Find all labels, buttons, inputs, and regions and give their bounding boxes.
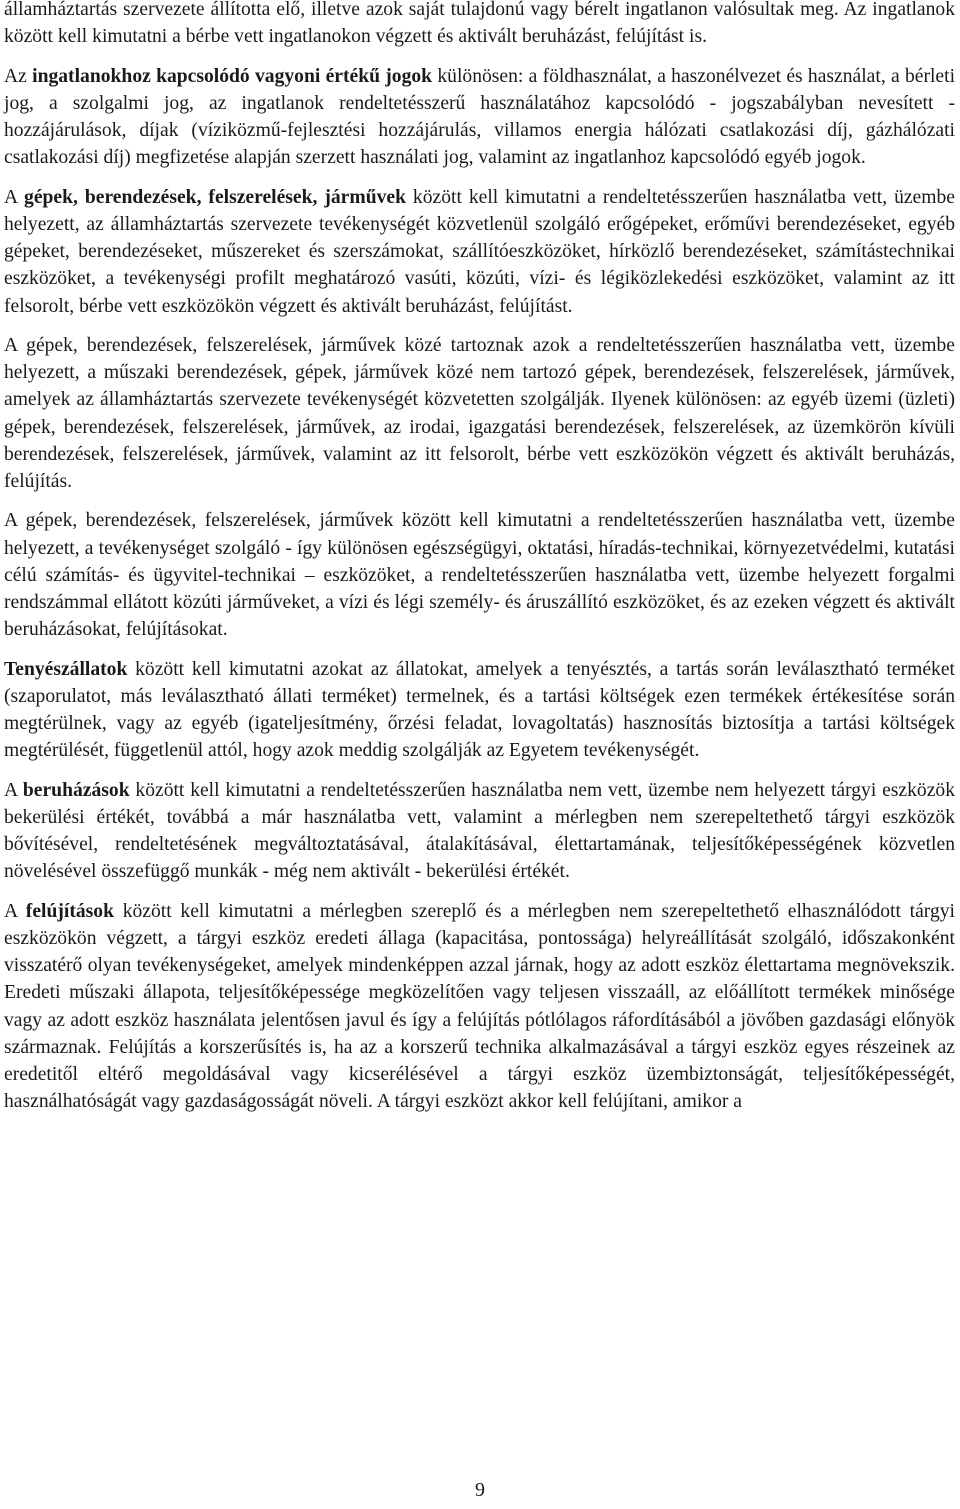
paragraph-gepek-3	[4, 507, 955, 643]
paragraph-bold-term: felújítások	[25, 900, 114, 922]
paragraph-text: államháztartás szervezete állította elő, illetve azok saját tulajdonú vagy bérelt ingatlanon valósultak meg. Az ingatlanok között kell kimutatni a bérbe vett ingatlanokon végzett és aktivált beruházást, felújítást is.	[4, 0, 955, 48]
paragraph-vagyoni-ertekű-jogok	[4, 63, 955, 172]
paragraph-text: között kell kimutatni azokat az állatokat, amelyek a tenyésztés, a tartás során leválasztható terméket (szaporulatot, más leválasztható állati terméket) termelnek, és a tartási költségek ezen termékek értékesítése során megtérülnek, vagy az egyéb (igateljesítmény, őrzési feladat, lovagoltatás) hasznosítás biztosítja a tartási költségek megtérülését, függetlenül attól, hogy azok meddig szolgálják az Egyetem tevékenységét.	[4, 658, 955, 762]
paragraph-bold-term: Tenyészállatok	[4, 658, 128, 680]
paragraph-beruhazasok	[4, 777, 955, 886]
paragraph-text: között kell kimutatni a rendeltetésszerűen használatba nem vett, üzembe nem helyezett tárgyi eszközök bekerülési értékét, továbbá a már használatba vett, valamint a mérlegben nem szerepeltethető tárgyi eszközök bővítésével, rendeltetésének megváltoztatásával, átalakításával, élettartamának, teljesítőképességének közvetlen növelésével összefüggő munkák - még nem aktivált - bekerülési értékét.	[4, 779, 955, 883]
paragraph-lead: A	[4, 779, 23, 801]
paragraph-gepek-1	[4, 184, 955, 320]
paragraph-gepek-2	[4, 332, 955, 496]
paragraph-tenyeszallatok	[4, 656, 955, 765]
paragraph-text: között kell kimutatni a rendeltetésszerűen használatba vett, üzembe helyezett, az államháztartás szervezete tevékenységét közvetlenül szolgáló erőgépeket, erőművi berendezéseket, egyéb gépeket, berendezéseket, műszereket és szerszámokat, szállítóeszközöket, hírközlő berendezéseket, számítástechnikai eszközöket, a tevékenységi profilt meghatározó vasúti, közúti, vízi- és légiközlekedési eszközöket, valamint az itt felsorolt, bérbe vett eszközökön végzett és aktivált beruházást, felújítást.	[4, 186, 955, 317]
paragraph-lead: A	[4, 900, 26, 922]
paragraph-felujitasok	[4, 898, 955, 1116]
paragraph-text: A gépek, berendezések, felszerelések, járművek között kell kimutatni a rendeltetésszerűen használatba vett, üzembe helyezett, a tevékenységet szolgáló - így különösen egészségügyi, oktatási, híradás-technikai, környezetvédelmi, kutatási célú számítás- és ügyvitel-technikai – eszközöket, a rendeltetésszerűen használatba vett, üzembe helyezett forgalmi rendszámmal ellátott közúti járműveket, a vízi és légi személy- és áruszállító eszközöket, és az ezeken végzett és aktivált beruházásokat, felújításokat.	[4, 510, 955, 641]
paragraph-lead: A	[4, 186, 25, 208]
paragraph-text: A gépek, berendezések, felszerelések, járművek közé tartoznak azok a rendeltetésszerűen használatba vett, üzembe helyezett, a műszaki berendezések, gépek, járművek közé nem tartozó gépek, berendezések, felszerelések, járművek, amelyek az államháztartás szervezete tevékenységét közvetetten szolgálják. Ilyenek különösen: az egyéb üzemi (üzleti) gépek, berendezések, felszerelések, járművek, az irodai, igazgatási berendezések, felszerelések, az üzemkörön kívüli berendezések, felszerelések, járművek, valamint az itt felsorolt, bérbe vett eszközökön végzett és aktivált beruházás, felújítás.	[4, 334, 955, 492]
paragraph-lead: Az	[4, 65, 33, 87]
paragraph-bold-term: gépek, berendezések, felszerelések, járművek	[24, 186, 406, 208]
paragraph-intro	[4, 0, 955, 51]
paragraph-text: különösen: a földhasználat, a haszonélvezet és használat, a bérleti jog, a szolgalmi jog, az ingatlanok rendeltetésszerű használatához kapcsolódó - jogszabályban nevesített - hozzájárulások, díjak (víziközmű-fejlesztési hozzájárulás, villamos energia hálózati csatlakozási díj, gázhálózati csatlakozási díj) megfizetése alapján szerzett használati jog, valamint az ingatlanhoz kapcsolódó egyéb jogok.	[4, 65, 956, 169]
paragraph-text: között kell kimutatni a mérlegben szereplő és a mérlegben nem szerepeltethető elhasználódott tárgyi eszközökön végzett, a tárgyi eszköz eredeti állaga (kapacitása, pontossága) helyreállítását szolgáló, időszakonként visszatérő olyan tevékenységeket, amelyek mindenképpen azzal járnak, hogy az adott eszköz élettartama megnövekszik. Eredeti műszaki állapota, teljesítőképessége megközelítően vagy teljesen visszaáll, az előállított termékek minősége vagy az adott eszköz használata jelentősen javul és így a felújítás pótlólagos ráfordításából a jövőben gazdasági előnyök származnak. Felújítás a korszerűsítés is, ha az a korszerű technika alkalmazásával a tárgyi eszköz egyes részeinek az eredetitől eltérő megoldásával vagy kicserélésével a tárgyi eszköz üzembiztonságát, teljesítőképességét, használhatóságát vagy gazdaságosságát növeli. A tárgyi eszközt akkor kell felújítani, amikor a	[4, 900, 955, 1113]
document-page	[4, 0, 955, 1116]
paragraph-bold-term: ingatlanokhoz kapcsolódó vagyoni értékű jogok	[32, 65, 433, 87]
paragraph-bold-term: beruházások	[22, 779, 130, 801]
page-number: 9	[475, 1479, 485, 1501]
